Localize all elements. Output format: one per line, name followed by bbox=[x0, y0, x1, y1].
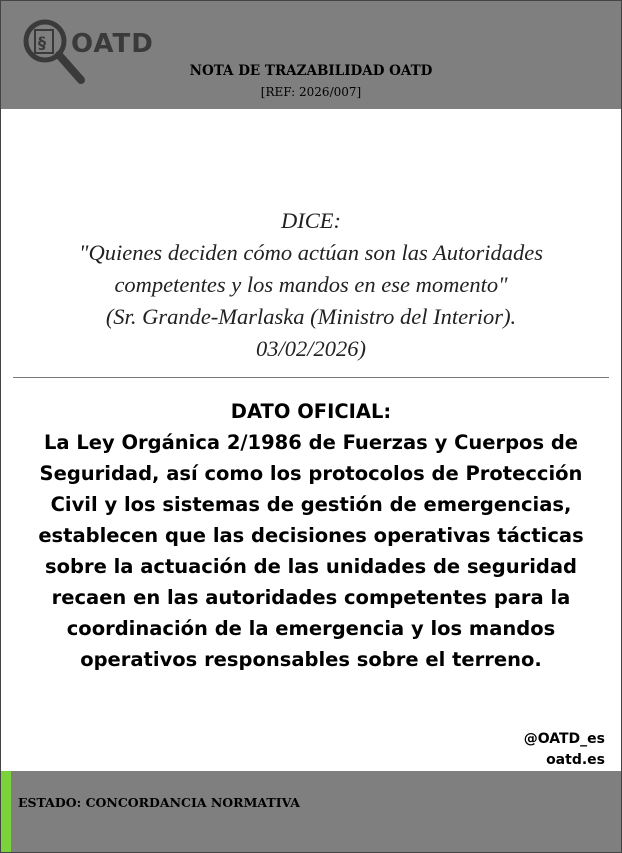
footer-band bbox=[1, 771, 621, 852]
fact-line: Civil y los sistemas de gestión de emergencias, bbox=[50, 493, 572, 516]
footer-accent-bar bbox=[1, 771, 11, 852]
quote-line: 03/02/2026) bbox=[256, 336, 366, 361]
quote-line: "Quienes deciden cómo actúan son las Autoridades bbox=[79, 240, 543, 265]
fact-label: DATO OFICIAL: bbox=[230, 400, 392, 423]
section-divider bbox=[13, 377, 609, 378]
quote-line: competentes y los mandos en ese momento" bbox=[114, 272, 508, 297]
header-band bbox=[1, 1, 621, 109]
document-reference: [REF: 2026/007] bbox=[260, 85, 362, 99]
document-title: NOTA DE TRAZABILIDAD OATD bbox=[189, 63, 433, 79]
fact-line: recaen en las autoridades competentes para la bbox=[51, 586, 571, 609]
official-fact-block bbox=[14, 396, 608, 675]
quote-label: DICE: bbox=[281, 208, 341, 233]
fact-line: sobre la actuación de las unidades de seguridad bbox=[45, 555, 577, 578]
website: oatd.es bbox=[546, 752, 605, 768]
fact-line: operativos responsables sobre el terreno. bbox=[80, 648, 542, 671]
svg-text:§: § bbox=[38, 33, 46, 52]
quote-line: (Sr. Grande-Marlaska (Ministro del Interior). bbox=[105, 304, 517, 329]
fact-line: La Ley Orgánica 2/1986 de Fuerzas y Cuerpos de bbox=[43, 431, 579, 454]
fact-line: establecen que las decisiones operativas tácticas bbox=[38, 524, 584, 547]
quote-block bbox=[20, 205, 602, 365]
contact-block bbox=[524, 729, 605, 771]
logo-text: OATD bbox=[71, 29, 154, 59]
status-label: ESTADO: CONCORDANCIA NORMATIVA bbox=[18, 795, 300, 810]
fact-line: coordinación de la emergencia y los mandos bbox=[66, 617, 556, 640]
social-handle: @OATD_es bbox=[523, 731, 605, 747]
fact-line: Seguridad, así como los protocolos de Protección bbox=[39, 462, 583, 485]
